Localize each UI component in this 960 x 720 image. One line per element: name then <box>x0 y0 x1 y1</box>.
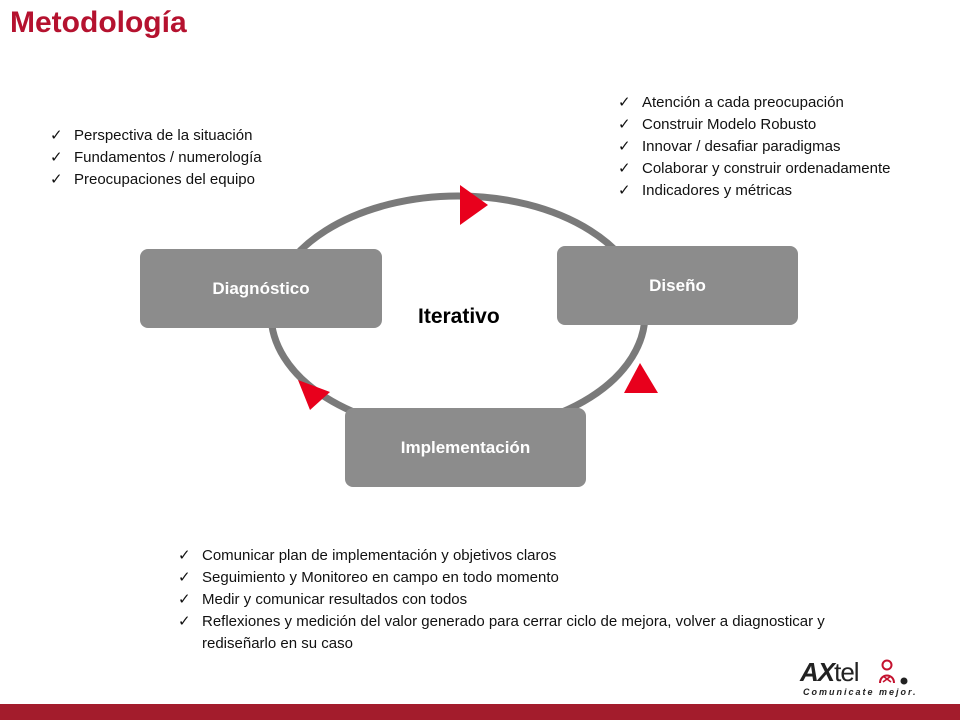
list-item-text: Preocupaciones del equipo <box>74 171 255 188</box>
list-item-text: Reflexiones y medición del valor generado para cerrar ciclo de mejora, volver a diagnosticar y rediseñarlo en su caso <box>202 613 825 652</box>
list-item-text: Fundamentos / numerología <box>74 149 262 166</box>
list-item-text: Indicadores y métricas <box>642 182 793 199</box>
list-item-text: Colaborar y construir ordenadamente <box>642 160 891 177</box>
check-icon: ✓ <box>618 116 631 133</box>
check-icon: ✓ <box>178 591 191 608</box>
logo-wordmark <box>800 657 859 688</box>
diagnostico-box <box>140 249 382 328</box>
list-item <box>174 545 882 567</box>
list-item <box>174 589 882 611</box>
cycle-arrow-top <box>460 185 488 225</box>
check-icon: ✓ <box>618 182 631 199</box>
list-item <box>614 114 890 136</box>
diseno-list <box>614 92 890 202</box>
list-item-text: Comunicar plan de implementación y objetivos claros <box>202 547 557 564</box>
cycle-arrow-left <box>298 380 330 410</box>
check-icon: ✓ <box>178 547 191 564</box>
list-item-text: Innovar / desafiar paradigmas <box>642 138 841 155</box>
check-icon: ✓ <box>618 138 631 155</box>
list-item-text: Perspectiva de la situación <box>74 127 253 144</box>
iterativo-label: Iterativo <box>418 305 500 328</box>
list-item-text: Medir y comunicar resultados con todos <box>202 591 468 608</box>
check-icon: ✓ <box>178 569 191 586</box>
list-item <box>46 147 262 169</box>
implementacion-list <box>174 545 882 655</box>
logo-word-bold: AX <box>800 657 835 687</box>
list-item <box>614 180 890 202</box>
implementacion-box <box>345 408 586 487</box>
check-icon: ✓ <box>50 149 63 166</box>
logo-mascot-icon <box>876 659 898 685</box>
list-item <box>174 567 882 589</box>
list-item <box>46 169 262 191</box>
list-item <box>614 158 890 180</box>
footer-bar <box>0 704 960 720</box>
logo-registered-icon <box>900 677 908 685</box>
check-icon: ✓ <box>50 127 63 144</box>
implementacion-label: Implementación <box>400 437 531 457</box>
check-icon: ✓ <box>50 171 63 188</box>
axtel-logo <box>800 657 920 699</box>
list-item <box>174 611 882 655</box>
list-item-text: Atención a cada preocupación <box>642 94 844 111</box>
diagnostico-label: Diagnóstico <box>212 278 310 298</box>
list-item <box>46 125 262 147</box>
page-title: Metodología <box>10 6 187 39</box>
list-item-text: Construir Modelo Robusto <box>642 116 817 133</box>
list-item <box>614 136 890 158</box>
diseno-box <box>557 246 798 325</box>
diseno-label: Diseño <box>649 275 706 295</box>
list-item-text: Seguimiento y Monitoreo en campo en todo momento <box>202 569 559 586</box>
list-item <box>614 92 890 114</box>
logo-word-rest: tel <box>834 657 859 687</box>
check-icon: ✓ <box>618 94 631 111</box>
check-icon: ✓ <box>178 613 191 630</box>
check-icon: ✓ <box>618 160 631 177</box>
diagnostico-list <box>46 125 262 191</box>
logo-tagline: Comunicate mejor. <box>803 687 918 697</box>
